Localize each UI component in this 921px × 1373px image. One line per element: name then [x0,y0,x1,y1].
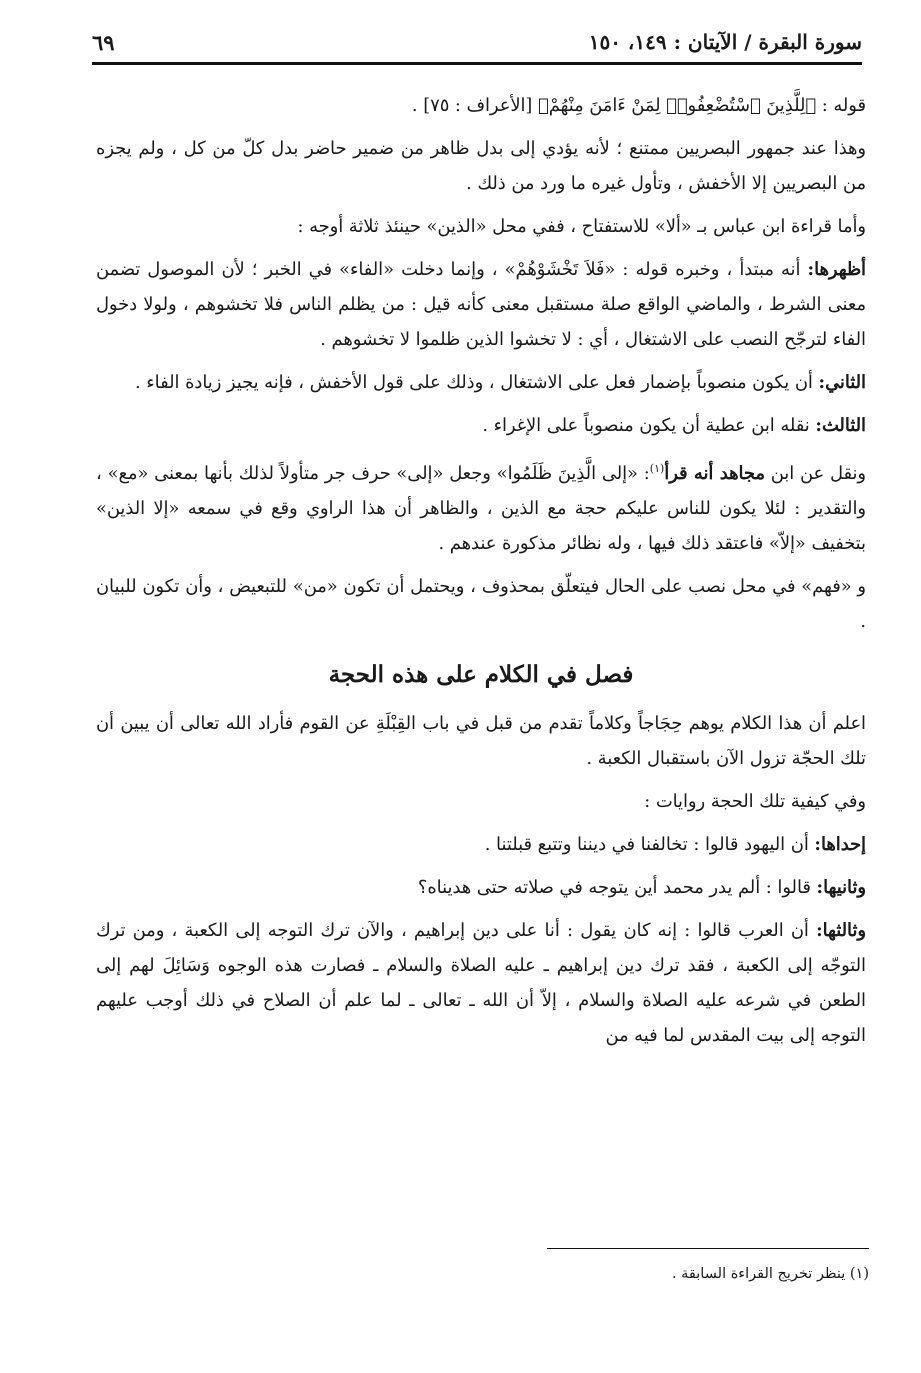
bold-phrase: مجاهد أنه قرأ [664,462,765,484]
paragraph-lead: الثاني: [818,372,866,393]
paragraph-lead: وثالثها: [816,919,866,941]
paragraph-lead: أظهرها: [807,259,866,280]
footnote-rule [547,1248,869,1249]
paragraph: اعلم أن هذا الكلام يوهم حِجَاجاً وكلاماً تقدم من قبل في باب القِبْلَةِ عن القوم فأراد الله تعالى أن يبين أن تلك الحجّة تزول الآن باستقبال الكعبة . [96,712,866,769]
paragraph: وهذا عند جمهور البصريين ممتنع ؛ لأنه يؤدي إلى بدل ظاهر من ضمير حاضر بدل كلّ من كل ، ولم يجزه من البصريين إلا الأخفش ، وتأول غيره ما ورد من ذلك . [96,138,866,194]
page-number: ٦٩ [92,30,115,55]
paragraph-lead: وثانيها: [816,876,866,898]
main-text [96,88,866,1061]
section-heading: فصل في الكلام على هذه الحجة [328,660,634,688]
running-header [92,26,862,66]
header-title: سورة البقرة / الآيتان : ١٤٩، ١٥٠ [588,30,862,54]
paragraph-lead: إحداها: [814,833,866,855]
paragraph: أظهرها: أنه مبتدأ ، وخبره قوله : «فَلاَ تَخْشَوْهُمْ» ، وإنما دخلت «الفاء» في الخبر ؛ لأن الموصول تضمن معنى الشرط ، والماضي الواقع صلة مستقبل معنى كأنه قيل : من يظلم الناس فلا تخشوهم ، ولولا دخول الفاء لترجّح النصب على الاشتغال ، أي : لا تخشوا الذين ظلموا لا تخشوهم . [96,259,866,350]
paragraph: ونقل عن ابن مجاهد أنه قرأ$^{(١)}$: «إلى الَّذِينَ ظَلَمُوا» وجعل «إلى» حرف جر متأولاً لذلك بأنها بمعنى «مع» ، والتقدير : لئلا يكون للناس عليكم حجة مع الذين ، والظاهر أن هذا الراوي وقع في سمعه «إلا الذين» بتخفيف «إلاّ» فاعتقد ذلك فيها ، وله نظائر مذكورة عندهم . [96,462,867,554]
paragraph: وأما قراءة ابن عباس بـ «ألا» للاستفتاح ، ففي محل «الذين» حينئذ ثلاثة أوجه : [297,216,866,237]
header-rule [92,62,862,65]
paragraph-lead: الثالث: [815,415,866,436]
paragraph: وفي كيفية تلك الحجة روايات : [644,790,866,812]
footnote-marker[interactable]: (١) [649,462,665,475]
footnote: (١) ينظر تخريج القراءة السابقة . [671,1266,869,1282]
paragraph: إحداها: أن اليهود قالوا : تخالفنا في ديننا وتتبع قبلتنا . [484,833,866,855]
paragraph: قوله : ﴿لِلَّذِينَ ٱسْتُضْعِفُوا۟ لِمَنْ ءَامَنَ مِنْهُمْ﴾ [الأعراف : ٧٥] . [411,95,866,116]
paragraph: و «فهم» في محل نصب على الحال فيتعلّق بمحذوف ، ويحتمل أن تكون «من» للتبعيض ، وأن تكون للبيان . [96,575,866,632]
paragraph: الثالث: نقله ابن عطية أن يكون منصوباً على الإغراء . [482,415,866,436]
paragraph: وثانيها: قالوا : ألم يدر محمد أين يتوجه في صلاته حتى هديناه؟ [417,876,866,898]
paragraph: وثالثها: أن العرب قالوا : إنه كان يقول : أنا على دين إبراهيم ، والآن ترك التوجه إلى الكعبة ، ومن ترك التوجّه إلى الكعبة ، فقد ترك دين إبراهيم ـ عليه الصلاة والسلام ـ فصارت هذه الوجوه وَسَائِلَ لهم إلى الطعن في شرعه عليه الصلاة والسلام ، إلاّ أن الله ـ تعالى ـ لما علم أن الصلاح في ذلك أوجب عليهم التوجه إلى بيت المقدس لما فيه من [96,919,866,1046]
paragraph: الثاني: أن يكون منصوباً بإضمار فعل على الاشتغال ، وذلك على قول الأخفش ، فإنه يجيز زيادة الفاء . [135,372,866,393]
